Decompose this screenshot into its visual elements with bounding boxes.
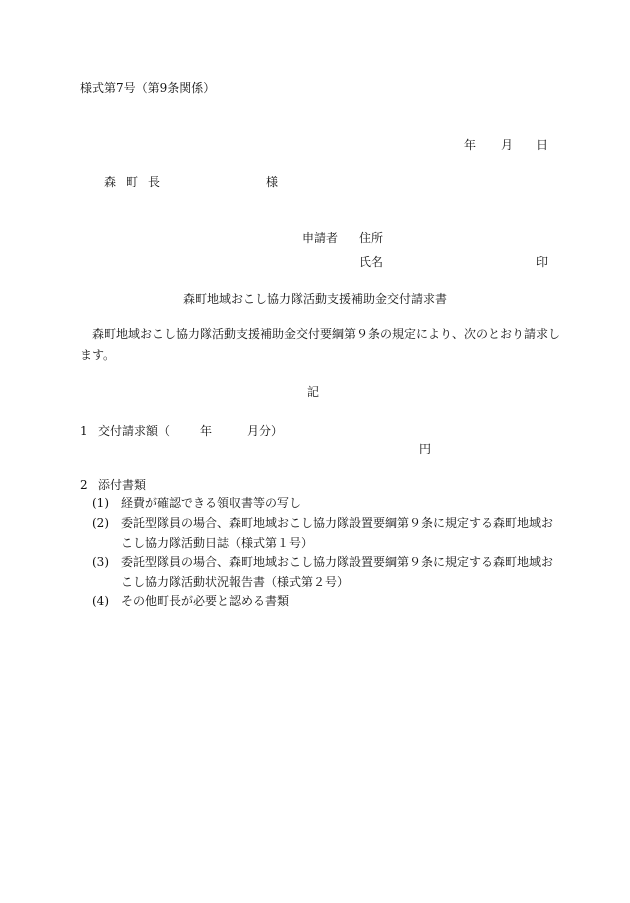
section1-number: 1 bbox=[80, 424, 88, 438]
section1-year-label: 年 bbox=[200, 424, 213, 438]
applicant-label: 申請者 bbox=[302, 231, 339, 245]
applicant-name-label: 氏名 bbox=[359, 255, 384, 269]
addressee-char-3: 長 bbox=[148, 175, 161, 189]
body-paragraph bbox=[80, 324, 562, 366]
attachment-item-3-number: (3) bbox=[92, 555, 109, 569]
section2-number: 2 bbox=[80, 478, 88, 492]
attachment-item-3-line-2: こし協力隊活動状況報告書（様式第２号） bbox=[121, 575, 350, 589]
document-title: 森町地域おこし協力隊活動支援補助金交付請求書 bbox=[183, 292, 448, 306]
attachment-item-1-line-1: 経費が確認できる領収書等の写し bbox=[121, 496, 302, 510]
date-year-label: 年 bbox=[464, 138, 477, 152]
attachment-item-4-number: (4) bbox=[92, 594, 109, 608]
section1-month-label: 月分） bbox=[247, 424, 284, 438]
body-line-2: ます。 bbox=[80, 348, 116, 362]
attachment-item-4-line-1: その他町長が必要と認める書類 bbox=[121, 594, 290, 608]
section2-label: 添付書類 bbox=[98, 478, 147, 492]
date-day-label: 日 bbox=[536, 138, 549, 152]
body-line-1: 森町地域おこし協力隊活動支援補助金交付要綱第９条の規定により、次のとおり請求し bbox=[92, 327, 561, 341]
addressee-char-1: 森 bbox=[104, 175, 117, 189]
form-number: 様式第7号（第9条関係） bbox=[80, 81, 216, 95]
attachment-item-3-line-1: 委託型隊員の場合、森町地域おこし協力隊設置要綱第９条に規定する森町地域お bbox=[121, 555, 554, 569]
ki-heading: 記 bbox=[307, 385, 320, 399]
section1-label: 交付請求額（ bbox=[98, 424, 171, 438]
applicant-seal: 印 bbox=[536, 255, 549, 269]
attachment-item-2-number: (2) bbox=[92, 516, 109, 530]
applicant-address-label: 住所 bbox=[359, 231, 384, 245]
date-month-label: 月 bbox=[501, 138, 514, 152]
section1-currency: 円 bbox=[419, 442, 432, 456]
addressee-honorific: 様 bbox=[266, 175, 279, 189]
attachment-item-1-number: (1) bbox=[92, 496, 109, 510]
addressee-char-2: 町 bbox=[126, 175, 139, 189]
attachment-item-2-line-2: こし協力隊活動日誌（様式第１号） bbox=[121, 536, 314, 550]
attachment-item-2-line-1: 委託型隊員の場合、森町地域おこし協力隊設置要綱第９条に規定する森町地域お bbox=[121, 516, 554, 530]
